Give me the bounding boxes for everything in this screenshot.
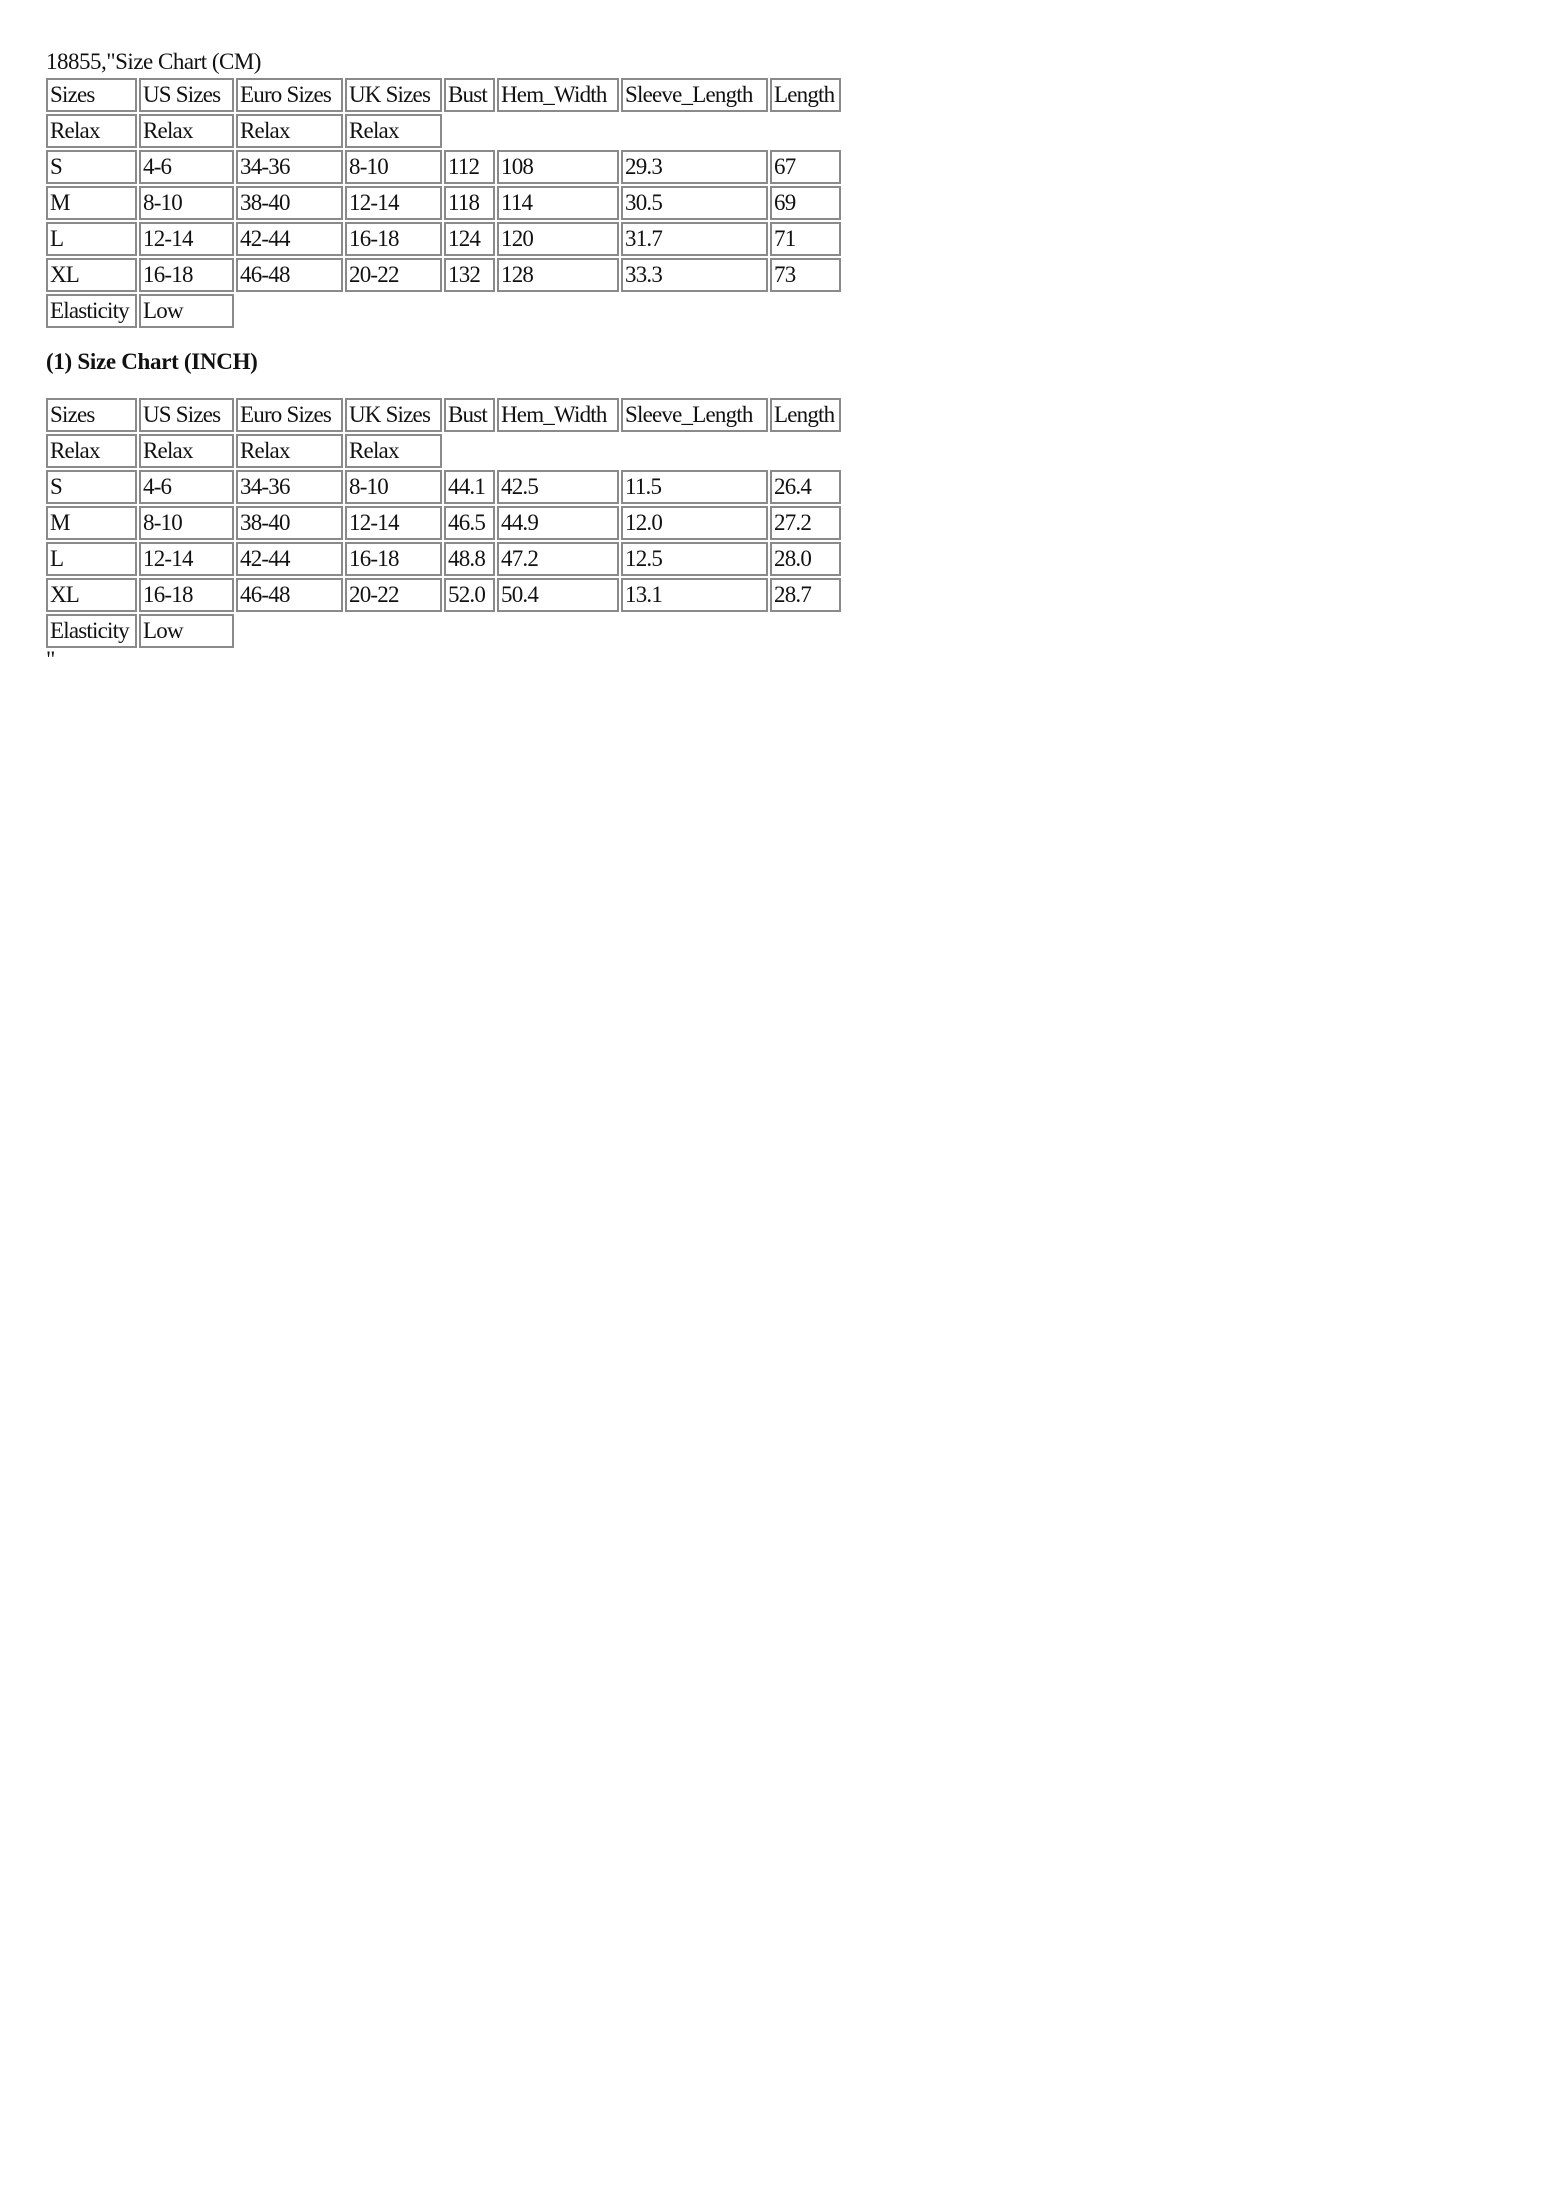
table-cell: 118 <box>444 186 495 220</box>
table-cell: 38-40 <box>236 506 343 540</box>
table-cell: 26.4 <box>770 470 841 504</box>
table-cell: 11.5 <box>621 470 768 504</box>
table-cell: 44.1 <box>444 470 495 504</box>
header-cell-us-sizes: US Sizes <box>139 78 234 112</box>
table-cell: 8-10 <box>139 506 234 540</box>
cm-chart-title: 18855,"Size Chart (CM) <box>46 49 261 74</box>
empty-cell <box>444 434 841 468</box>
header-cell-sleeve-length: Sleeve_Length <box>621 398 768 432</box>
header-cell-sizes: Sizes <box>46 398 137 432</box>
table-cell: 67 <box>770 150 841 184</box>
table-cell: 42-44 <box>236 222 343 256</box>
table-cell: 4-6 <box>139 470 234 504</box>
table-cell: 16-18 <box>139 578 234 612</box>
table-cell: 16-18 <box>139 258 234 292</box>
elasticity-row <box>46 294 841 328</box>
table-cell: 38-40 <box>236 186 343 220</box>
table-cell: 20-22 <box>345 258 442 292</box>
elasticity-row <box>46 614 841 648</box>
table-cell: 73 <box>770 258 841 292</box>
table-cell: 114 <box>497 186 619 220</box>
table-cell: 108 <box>497 150 619 184</box>
table-row <box>46 470 841 504</box>
table-row <box>46 258 841 292</box>
table-cell: 69 <box>770 186 841 220</box>
table-cell: Relax <box>46 434 137 468</box>
table-cell: 52.0 <box>444 578 495 612</box>
table-row <box>46 222 841 256</box>
table-cell: 4-6 <box>139 150 234 184</box>
table-cell: 46-48 <box>236 258 343 292</box>
table-cell: Low <box>139 294 234 328</box>
empty-cell <box>236 614 841 648</box>
table-cell: 12-14 <box>139 222 234 256</box>
table-row <box>46 542 841 576</box>
header-cell-length: Length <box>770 78 841 112</box>
table-cell: Relax <box>46 114 137 148</box>
table-cell: 42-44 <box>236 542 343 576</box>
table-cell: M <box>46 506 137 540</box>
table-row <box>46 150 841 184</box>
table-cell: 20-22 <box>345 578 442 612</box>
header-cell-euro-sizes: Euro Sizes <box>236 78 343 112</box>
table-cell: Relax <box>236 114 343 148</box>
table-cell: 46-48 <box>236 578 343 612</box>
table-cell: 132 <box>444 258 495 292</box>
table-cell: 48.8 <box>444 542 495 576</box>
table-cell: 31.7 <box>621 222 768 256</box>
header-cell-uk-sizes: UK Sizes <box>345 398 442 432</box>
table-cell: 8-10 <box>345 150 442 184</box>
table-cell: 47.2 <box>497 542 619 576</box>
table-cell: Relax <box>345 114 442 148</box>
table-cell: 29.3 <box>621 150 768 184</box>
table-cell: 13.1 <box>621 578 768 612</box>
table-cell: Relax <box>236 434 343 468</box>
table-cell: Elasticity <box>46 294 137 328</box>
header-cell-hem-width: Hem_Width <box>497 398 619 432</box>
table-cell: Relax <box>345 434 442 468</box>
table-cell: 16-18 <box>345 222 442 256</box>
table-cell: 112 <box>444 150 495 184</box>
table-cell: 12-14 <box>345 506 442 540</box>
header-cell-us-sizes: US Sizes <box>139 398 234 432</box>
table-cell: 8-10 <box>345 470 442 504</box>
table-cell: 12.5 <box>621 542 768 576</box>
table-cell: XL <box>46 578 137 612</box>
table-cell: 28.7 <box>770 578 841 612</box>
table-cell: 33.3 <box>621 258 768 292</box>
table-cell: Low <box>139 614 234 648</box>
table-cell: 12-14 <box>139 542 234 576</box>
closing-quote-text: " <box>46 647 56 672</box>
relax-row <box>46 434 841 468</box>
header-cell-hem-width: Hem_Width <box>497 78 619 112</box>
table-row <box>46 578 841 612</box>
table-cell: Relax <box>139 114 234 148</box>
header-cell-length: Length <box>770 398 841 432</box>
table-row <box>46 506 841 540</box>
table-header-row <box>46 78 841 112</box>
table-cell: L <box>46 222 137 256</box>
table-cell: 34-36 <box>236 150 343 184</box>
table-cell: 12.0 <box>621 506 768 540</box>
inch-chart-heading: (1) Size Chart (INCH) <box>46 349 258 374</box>
table-cell: 8-10 <box>139 186 234 220</box>
header-cell-euro-sizes: Euro Sizes <box>236 398 343 432</box>
table-cell: 34-36 <box>236 470 343 504</box>
table-cell: 44.9 <box>497 506 619 540</box>
table-cell: 128 <box>497 258 619 292</box>
table-cell: M <box>46 186 137 220</box>
inch-size-table <box>44 396 843 650</box>
table-cell: Elasticity <box>46 614 137 648</box>
empty-cell <box>236 294 841 328</box>
table-header-row <box>46 398 841 432</box>
header-cell-bust: Bust <box>444 398 495 432</box>
table-cell: 16-18 <box>345 542 442 576</box>
table-cell: 28.0 <box>770 542 841 576</box>
table-cell: XL <box>46 258 137 292</box>
relax-row <box>46 114 841 148</box>
document-page <box>46 48 843 670</box>
table-cell: 12-14 <box>345 186 442 220</box>
table-cell: 30.5 <box>621 186 768 220</box>
table-cell: 42.5 <box>497 470 619 504</box>
header-cell-sizes: Sizes <box>46 78 137 112</box>
table-cell: 124 <box>444 222 495 256</box>
table-cell: 27.2 <box>770 506 841 540</box>
empty-cell <box>444 114 841 148</box>
cm-size-table <box>44 76 843 330</box>
table-cell: L <box>46 542 137 576</box>
table-cell: 46.5 <box>444 506 495 540</box>
table-cell: S <box>46 150 137 184</box>
table-row <box>46 186 841 220</box>
table-cell: S <box>46 470 137 504</box>
header-cell-bust: Bust <box>444 78 495 112</box>
table-cell: 120 <box>497 222 619 256</box>
table-cell: 71 <box>770 222 841 256</box>
table-cell: 50.4 <box>497 578 619 612</box>
table-cell: Relax <box>139 434 234 468</box>
header-cell-uk-sizes: UK Sizes <box>345 78 442 112</box>
header-cell-sleeve-length: Sleeve_Length <box>621 78 768 112</box>
